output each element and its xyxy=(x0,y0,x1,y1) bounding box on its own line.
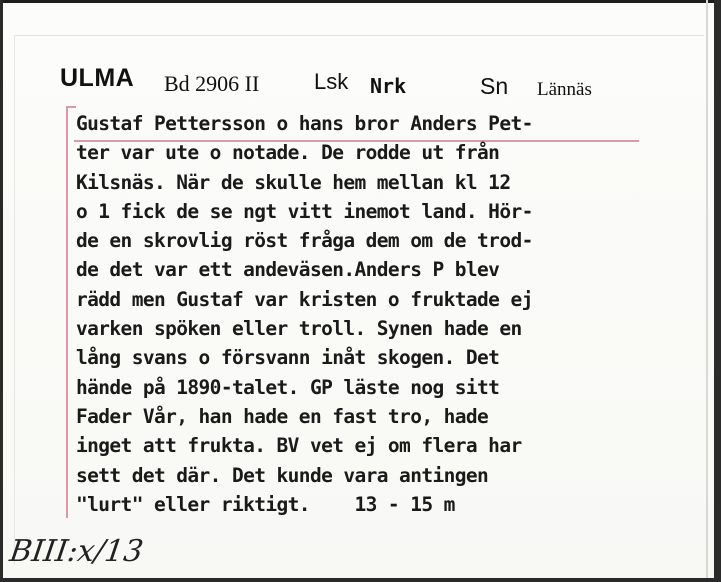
card-edge-right-light xyxy=(706,0,708,582)
text-line: ter var ute o notade. De rodde ut från xyxy=(76,141,500,165)
collection-label: ULMA xyxy=(60,64,135,92)
card-edge-right xyxy=(714,0,721,582)
card-edge-bottom xyxy=(0,578,721,582)
faint-ruled-line xyxy=(14,35,704,36)
text-line: hände på 1890-talet. GP läste nog sitt xyxy=(76,375,500,399)
volume-code: Bd 2906 II xyxy=(164,71,260,96)
text-line: de en skrovlig röst fråga dem om de trod- xyxy=(76,229,533,253)
text-line: lång svans o försvann inåt skogen. Det xyxy=(76,346,500,370)
card-edge-left xyxy=(0,0,3,582)
card-header xyxy=(60,62,660,102)
parish-name: Lännäs xyxy=(537,79,592,100)
subcategory-code: Nrk xyxy=(370,74,407,98)
parish-label: Sn xyxy=(480,73,509,99)
text-line: Fader Vår, han hade en fast tro, hade xyxy=(76,404,489,428)
text-line: inget att frukta. BV vet ej om flera har xyxy=(76,434,522,458)
text-line: Kilsnäs. När de skulle hem mellan kl 12 xyxy=(76,170,511,194)
typed-record-text xyxy=(76,112,696,522)
text-line: "lurt" eller riktigt. 13 - 15 m xyxy=(76,492,455,516)
category-code: Lsk xyxy=(314,69,349,94)
faint-margin-line xyxy=(14,35,15,565)
text-line: rädd men Gustaf var kristen o fruktade ej xyxy=(76,287,533,311)
red-margin-tick xyxy=(66,106,76,108)
text-line: varken spöken eller troll. Synen hade en xyxy=(76,317,522,341)
text-line: Gustaf Pettersson o hans bror Anders Pet- xyxy=(76,112,533,135)
handwritten-reference: BIII:x/13 xyxy=(7,534,146,569)
card-edge-top xyxy=(0,0,721,3)
red-margin-line xyxy=(66,106,68,518)
text-line: sett det där. Det kunde vara antingen xyxy=(76,463,489,487)
text-line: de det var ett andeväsen.Anders P blev xyxy=(76,258,500,282)
text-line: o 1 fick de se ngt vitt inemot land. Hör- xyxy=(76,199,533,223)
